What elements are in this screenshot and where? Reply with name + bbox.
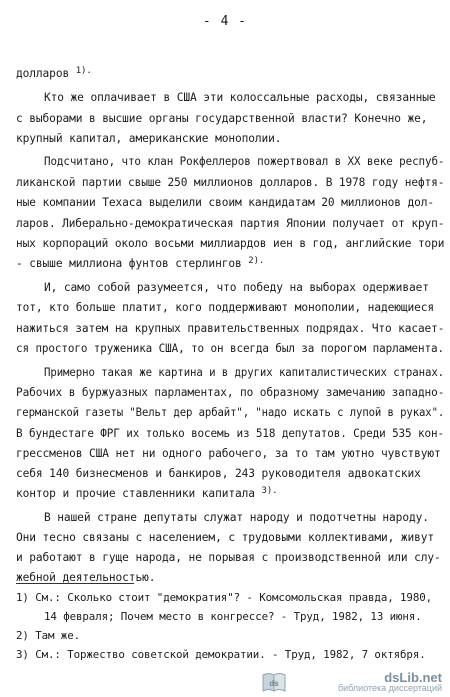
footnote: 2) Там же. — [16, 629, 81, 642]
text-line: Рабочих в буржуазных парламентах, по образному замечанию западно- — [16, 386, 445, 399]
text-line: тот, кто больше платит, кого поддерживают монополии, надеющиеся — [16, 301, 435, 314]
text-line: жебной деятельностью. — [16, 571, 156, 584]
text-line: ликанской партии свыше 250 миллионов долларов. В 1978 году нефтя- — [16, 176, 445, 189]
text-line: с выборами в высшие органы государственной власти? Конечно же, — [16, 112, 428, 125]
text-line: ных корпораций около восьми миллиардов иен в год, английские тори — [16, 237, 445, 250]
text-line: Кто же оплачивает в США эти колоссальные расходы, связанные — [44, 91, 436, 104]
text-line: и работают в гуще народа, не порывая с производственной или слу- — [16, 551, 441, 564]
text-line: - свыше миллиона фунтов стерлингов $^{2).}$ — [16, 256, 265, 270]
footnote: 3) См.: Торжество советской демократии. - Труд, 1982, 7 октября. — [16, 648, 426, 661]
footnote-divider — [16, 583, 134, 584]
text-line: грессменов США нет ни одного рабочего, за то там уютно чувствуют — [16, 447, 441, 460]
footnote: 1) См.: Сколько стоит "демократия"? - Комсомольская правда, 1980, — [16, 591, 433, 604]
footnote: 14 февраля; Почем место в конгрессе? - Труд, 1982, 13 июня. — [44, 610, 422, 623]
text-line: ларов. Либерально-демократическая партия Японии получает от круп- — [16, 217, 445, 230]
svg-text:ds: ds — [269, 679, 279, 688]
watermark — [290, 672, 442, 694]
book-icon — [261, 671, 287, 697]
text-line: И, само собой разумеется, что победу на выборах одерживает — [44, 281, 429, 294]
text-line: германской газеты "Вельт дер арбайт", "надо искать с лупой в руках". — [16, 406, 445, 419]
text-line: крупный капитал, американские монополии. — [16, 132, 282, 145]
text-line: долларов $^{1).}$ — [16, 66, 92, 80]
text-line: нажиться затем на крупных правительственных подрядах. Что касает- — [16, 322, 445, 335]
watermark-subtitle: библиотека диссертаций — [337, 683, 442, 693]
text-line: Подсчитано, что клан Рокфеллеров пожертвовал в XX веке респуб- — [44, 155, 445, 168]
text-line: Они тесно связаны с населением, с трудовыми коллективами, живут — [16, 531, 435, 544]
text-line: ные компании Техаса выделили своим кандидатам 20 миллионов дол- — [16, 196, 435, 209]
text-line: себя 140 бизнесменов и банкиров, 243 руководителя адвокатских — [16, 467, 421, 480]
watermark-brand: dsLib.net — [384, 670, 442, 685]
text-line: ся простого труженика США, то он всегда был за порогом парламента. — [16, 342, 444, 355]
page-number: - 4 - — [202, 14, 248, 29]
text-line: В нашей стране депутаты служат народу и подотчетны народу. — [44, 511, 429, 524]
text-line: контор и прочие ставленники капитала $^{3).}$ — [16, 486, 278, 500]
text-line: В бундестаге ФРГ их только восемь из 518 депутатов. Среди 535 кон- — [16, 427, 444, 440]
text-line: Примерно такая же картина и в других капиталистических странах. — [44, 366, 445, 379]
